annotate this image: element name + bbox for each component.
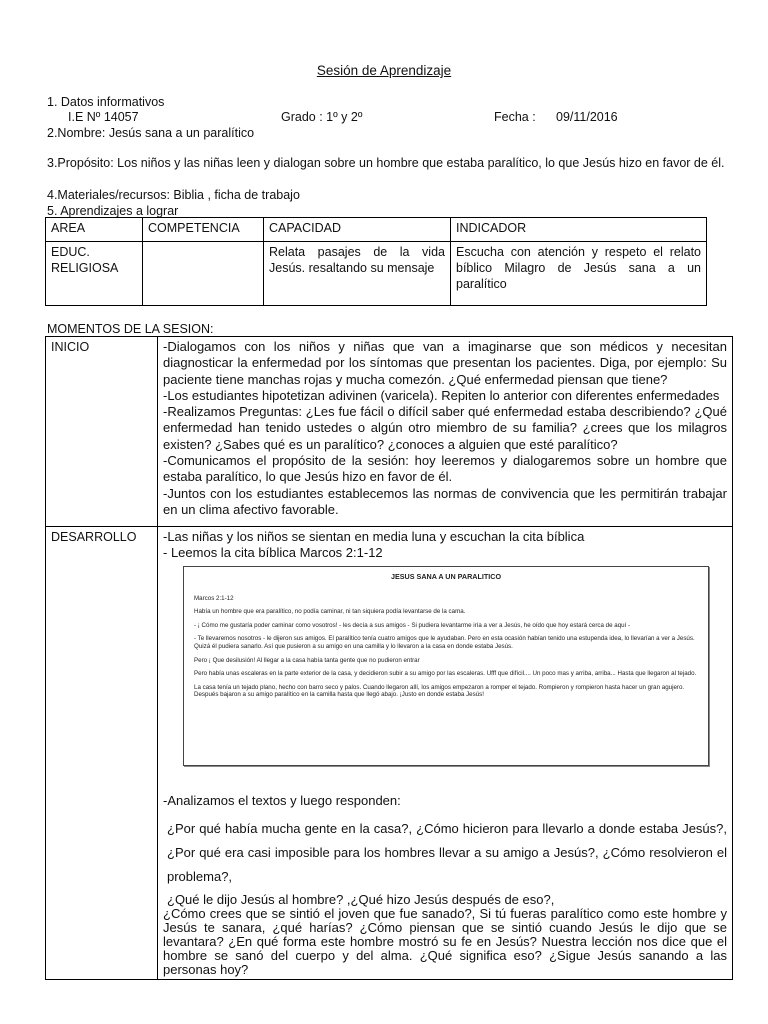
header-area: AREA (46, 218, 143, 242)
proposito: 3.Propósito: Los niños y las niñas leen y dialogan sobre un hombre que estaba paralítico, lo que Jesús hizo en favor de él. (47, 156, 725, 170)
story-p4: Pero ¡ Que desilusión! Al llegar a la casa había tanta gente que no pudieron entrar (194, 656, 420, 664)
cell-competencia (143, 242, 264, 306)
analizamos: -Analizamos el textos y luego responden: (163, 793, 401, 808)
story-p3: - Te llevaremos nosotros - le dijeron sus amigos. El paralítico tenía cuatro amigos que le ayudaban. Pero en esta ocasión habían tenido una estupenda idea, lo llevarían a ver a Jesús. Quizá él pudiera sanarlo. Así que pusieron a su amigo en una camilla y lo llevaron a la casa en donde estaba Jesús. (194, 635, 695, 650)
momentos-heading: MOMENTOS DE LA SESION: (47, 322, 214, 336)
desarrollo-line2: - Leemos la cita bíblica Marcos 2:1-12 (163, 545, 383, 560)
story-p1: Había un hombre que era paralítico, no podía caminar, ni tan siquiera podía levantarse de la cama. (194, 608, 466, 616)
grado: Grado : 1º y 2º (281, 110, 363, 124)
materiales: 4.Materiales/recursos: Biblia , ficha de trabajo (47, 188, 300, 202)
fecha-value: 09/11/2016 (556, 110, 618, 124)
cell-indicador: Escucha con atención y respeto el relato bíblico Milagro de Jesús sana a un paralítico (451, 242, 707, 306)
fecha-label: Fecha : (494, 110, 536, 124)
story-reference: Marcos 2:1-12 (194, 594, 234, 602)
inicio-p1: -Dialogamos con los niños y niñas que van a imaginarse que son médicos y necesitan diagnosticar la enfermedad por los síntomas que presentan los pacientes. Diga, por ejemplo: Su paciente tiene manchas rojas y mucha comezón. ¿Qué enfermedad piensan que tiene? (163, 339, 727, 387)
aprendizajes: 5. Aprendizajes a lograr (47, 204, 179, 218)
cell-area (46, 242, 143, 306)
question-block-1: ¿Por qué había mucha gente en la casa?, ¿Cómo hicieron para llevarlo a donde estaba Jesús?, ¿Por qué era casi imposible para los hombres llevar a su amigo a Jesús?, ¿Cómo resolvieron el problema?, (167, 821, 727, 884)
datos-heading: 1. Datos informativos (47, 95, 165, 109)
inicio-label: INICIO (46, 337, 158, 527)
aprendizajes-table (45, 217, 707, 306)
area-line2: RELIGIOSA (51, 261, 119, 275)
question-block-2: ¿Qué le dijo Jesús al hombre? ,¿Qué hizo Jesús después de eso?, (167, 892, 555, 907)
story-p2: - ¡ Cómo me gustaría poder caminar como vosotros! - les decía a sus amigos - Si pudiera levantarme iría a ver a Jesús, he oído que hoy estará cerca de aquí - (194, 621, 631, 629)
inicio-content (158, 337, 733, 527)
inicio-p5: -Juntos con los estudiantes establecemos las normas de convivencia que les permitirán trabajar en un clima afectivo favorable. (163, 485, 727, 517)
inicio-p2: -Los estudiantes hipotetizan adivinen (varicela). Repiten lo anterior con diferentes enfermedades (163, 387, 720, 403)
ie-number: I.E Nº 14057 (68, 110, 139, 124)
inicio-p4: -Comunicamos el propósito de la sesión: hoy leeremos y dialogaremos sobre un hombre que estaba paralítico, lo que Jesús hizo en favor de él. (163, 453, 727, 485)
cell-capacidad: Relata pasajes de la vida Jesús. resaltando su mensaje (264, 242, 451, 306)
story-p6: La casa tenía un tejado plano, hecho con barro seco y palos. Cuando llegaron allí, los amigos empezaron a romper el tejado. Rompieron y rompieron hasta hacer un gran agujero. Después bajaron a su amigo paralítico en la camilla hasta que llegó abajo. ¡Justo en donde estaba Jesús! (194, 683, 685, 699)
area-line1: EDUC. (51, 245, 90, 259)
inicio-p3: -Realizamos Preguntas: ¿Les fue fácil o difícil saber qué enfermedad estaba describiendo? ¿Qué enfermedad han tenido ustedes o algún otro miembro de su familia? ¿crees que los milagros existen? ¿Sabes qué es un paralítico? ¿conoces a alguien que esté paralítico? (163, 404, 727, 452)
page-title: Sesión de Aprendizaje (316, 63, 452, 78)
nombre: 2.Nombre: Jesús sana a un paralítico (47, 126, 255, 140)
header-indicador: INDICADOR (451, 218, 707, 242)
header-capacidad: CAPACIDAD (264, 218, 451, 242)
desarrollo-line1: -Las niñas y los niños se sientan en media luna y escuchan la cita bíblica (163, 529, 585, 544)
header-competencia: COMPETENCIA (143, 218, 264, 242)
question-block-3: ¿Cómo crees que se sintió el joven que fue sanado?, Si tú fueras paralítico como este hombre y Jesús te sanara, ¿qué harías? ¿Cómo piensan que se sintió cuando Jesús le dijo que se levantara? ¿En qué forma este hombre mostró su fe en Jesús? Nuestra lección nos dice que el hombre se sanó del cuerpo y del alma. ¿Qué significa eso? ¿Sigue Jesús sanando a las personas hoy? (163, 906, 727, 977)
story-p5: Pero había unas escaleras en la parte exterior de la casa, y decidieron subir a su amigo por las escaleras. Ufff que difícil.... Un poco mas y arriba, arriba... Hasta que llegaron al tejado. (194, 670, 697, 678)
bible-story-box (183, 566, 709, 766)
story-heading: JESUS SANA A UN PARALITICO (390, 572, 502, 581)
desarrollo-label: DESARROLLO (46, 527, 158, 980)
